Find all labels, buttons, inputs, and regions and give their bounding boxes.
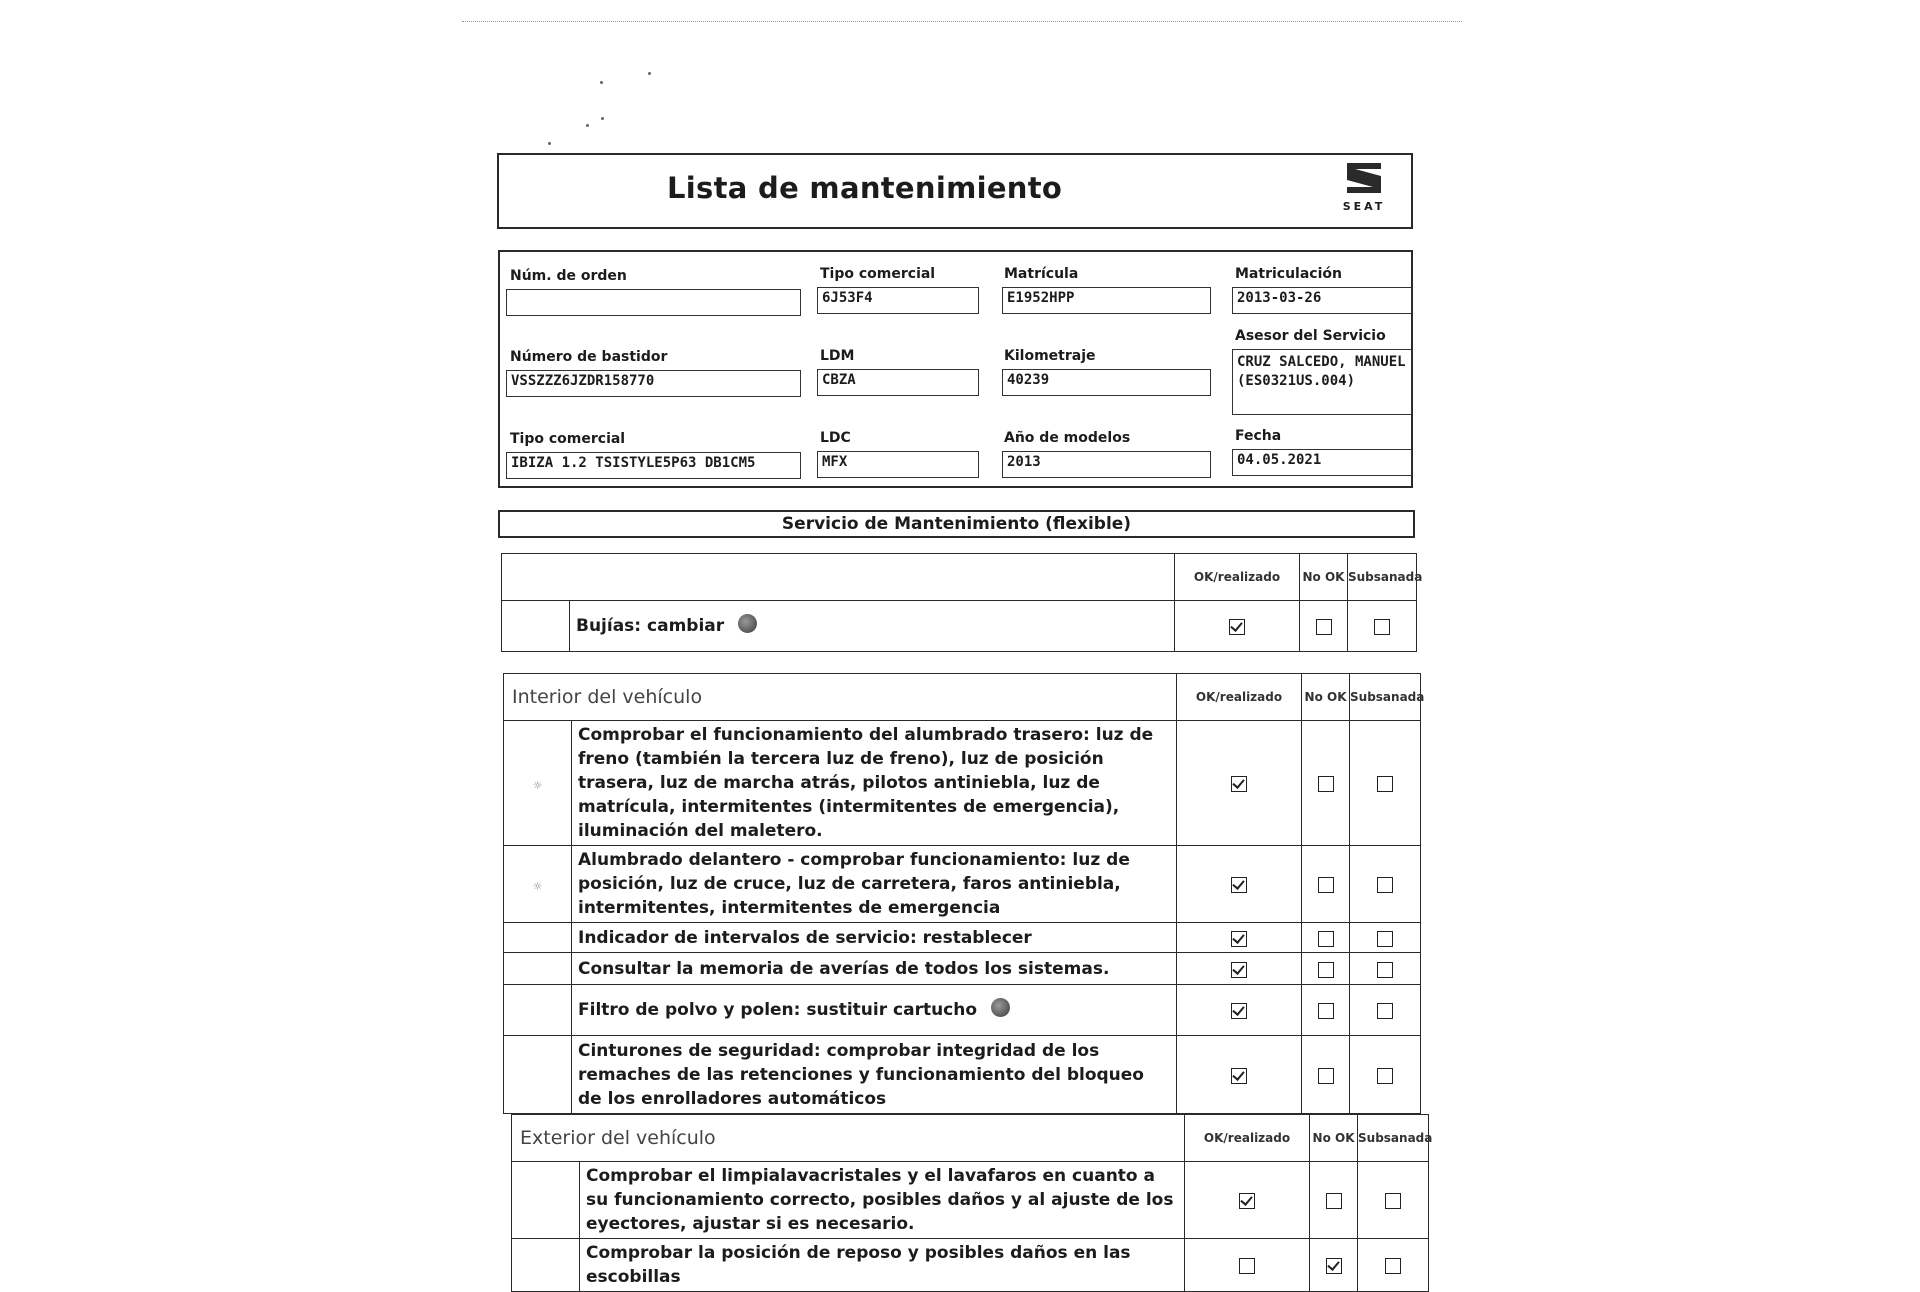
- item-text: Bujías: cambiar: [576, 616, 725, 636]
- matriculacion-label: Matriculación: [1235, 266, 1342, 282]
- checklist-item: [572, 985, 1177, 1036]
- subsanada-checkbox[interactable]: [1377, 877, 1393, 893]
- matriculacion-field: 2013-03-26: [1232, 287, 1412, 314]
- bastidor-field: VSSZZZ6JZDR158770: [506, 370, 801, 397]
- num-orden-label: Núm. de orden: [510, 268, 627, 284]
- handwritten-mark-icon: ☼: [532, 879, 543, 893]
- tipo-comercial-desc-label: Tipo comercial: [510, 431, 626, 447]
- checklist-row: [502, 601, 1417, 652]
- marker-dot-icon: [991, 998, 1010, 1017]
- subsanada-checkbox[interactable]: [1377, 776, 1393, 792]
- row-margin: [504, 985, 572, 1036]
- ok-checkbox[interactable]: [1231, 1003, 1247, 1019]
- subsanada-checkbox[interactable]: [1377, 962, 1393, 978]
- checklist-item: Consultar la memoria de averías de todos los sistemas.: [572, 953, 1177, 985]
- scan-speck: [548, 142, 551, 145]
- ldm-label: LDM: [820, 348, 855, 364]
- group-title: Exterior del vehículo: [512, 1115, 1185, 1162]
- col-no-ok-header: No OK: [1300, 554, 1348, 601]
- no-ok-checkbox[interactable]: [1318, 962, 1334, 978]
- ok-checkbox[interactable]: [1231, 776, 1247, 792]
- checklist-item: Indicador de intervalos de servicio: restablecer: [572, 923, 1177, 953]
- scan-speck: [600, 81, 603, 84]
- checklist-group-exterior: [511, 1114, 1433, 1292]
- col-subsanada-header: Subsanada: [1358, 1115, 1429, 1162]
- subsanada-checkbox[interactable]: [1377, 931, 1393, 947]
- ldc-label: LDC: [820, 430, 851, 446]
- row-margin: [504, 721, 572, 846]
- row-margin: [512, 1239, 580, 1292]
- asesor-field: CRUZ SALCEDO, MANUEL (ES0321US.004): [1232, 349, 1412, 415]
- ldm-field: CBZA: [817, 369, 979, 396]
- no-ok-checkbox[interactable]: [1326, 1193, 1342, 1209]
- scan-speck: [601, 117, 604, 120]
- bastidor-label: Número de bastidor: [510, 349, 668, 365]
- col-subsanada-header: Subsanada: [1350, 674, 1421, 721]
- fecha-field: 04.05.2021: [1232, 449, 1412, 476]
- checklist-row: [504, 846, 1421, 923]
- group-header-row: [512, 1115, 1429, 1162]
- tipo-comercial-code-field: 6J53F4: [817, 287, 979, 314]
- section-title: Servicio de Mantenimiento (flexible): [498, 510, 1415, 538]
- brand-name: SEAT: [1342, 200, 1386, 213]
- checklist-row: [504, 953, 1421, 985]
- seat-logo-icon: [1344, 161, 1384, 195]
- subsanada-checkbox[interactable]: [1374, 619, 1390, 635]
- col-no-ok-header: No OK: [1310, 1115, 1358, 1162]
- col-no-ok-header: No OK: [1302, 674, 1350, 721]
- ok-checkbox[interactable]: [1239, 1193, 1255, 1209]
- matricula-field: E1952HPP: [1002, 287, 1211, 314]
- no-ok-checkbox[interactable]: [1318, 877, 1334, 893]
- col-ok-header: OK/realizado: [1175, 554, 1300, 601]
- checklist-row: [504, 721, 1421, 846]
- num-orden-field: [506, 289, 801, 316]
- ok-checkbox[interactable]: [1239, 1258, 1255, 1274]
- title-box: [497, 153, 1413, 229]
- marker-dot-icon: [738, 614, 757, 633]
- checklist-row: [504, 923, 1421, 953]
- checklist-item: Alumbrado delantero - comprobar funcionamiento: luz de posición, luz de cruce, luz de carretera, faros antiniebla, intermitentes, intermitentes de emergencia: [572, 846, 1177, 923]
- no-ok-checkbox[interactable]: [1318, 776, 1334, 792]
- subsanada-checkbox[interactable]: [1385, 1193, 1401, 1209]
- tipo-comercial-code-label: Tipo comercial: [820, 266, 936, 282]
- anio-modelos-label: Año de modelos: [1004, 430, 1131, 446]
- row-margin: [504, 953, 572, 985]
- subsanada-checkbox[interactable]: [1377, 1003, 1393, 1019]
- col-ok-header: OK/realizado: [1185, 1115, 1310, 1162]
- tipo-comercial-desc-field: IBIZA 1.2 TSISTYLE5P63 DB1CM5: [506, 452, 801, 479]
- checklist-item: Comprobar la posición de reposo y posibles daños en las escobillas: [580, 1239, 1185, 1292]
- group-title: Interior del vehículo: [504, 674, 1177, 721]
- checklist-item: Cinturones de seguridad: comprobar integridad de los remaches de las retenciones y funcionamiento del bloqueo de los enrolladores automáticos: [572, 1036, 1177, 1114]
- anio-modelos-field: 2013: [1002, 451, 1211, 478]
- row-margin: [504, 1036, 572, 1114]
- kilometraje-label: Kilometraje: [1004, 348, 1096, 364]
- group-header-row: [502, 554, 1417, 601]
- row-margin: [504, 846, 572, 923]
- checklist-row: [504, 985, 1421, 1036]
- document-title: Lista de mantenimiento: [667, 171, 1063, 205]
- ok-checkbox[interactable]: [1229, 619, 1245, 635]
- ldc-field: MFX: [817, 451, 979, 478]
- no-ok-checkbox[interactable]: [1318, 931, 1334, 947]
- checklist-item: Comprobar el funcionamiento del alumbrado trasero: luz de freno (también la tercera luz de freno), luz de posición trasera, luz de marcha atrás, pilotos antiniebla, luz de matrícula, intermitentes (intermitentes de emergencia), iluminación del maletero.: [572, 721, 1177, 846]
- no-ok-checkbox[interactable]: [1318, 1003, 1334, 1019]
- checklist-row: [512, 1162, 1429, 1239]
- vehicle-info-box: [498, 250, 1413, 488]
- item-text: Filtro de polvo y polen: sustituir cartucho: [578, 1000, 978, 1020]
- row-margin: [512, 1162, 580, 1239]
- checklist-row: [504, 1036, 1421, 1114]
- no-ok-checkbox[interactable]: [1316, 619, 1332, 635]
- scan-speck: [586, 124, 589, 127]
- ok-checkbox[interactable]: [1231, 877, 1247, 893]
- handwritten-mark-icon: ☼: [532, 778, 543, 792]
- col-ok-header: OK/realizado: [1177, 674, 1302, 721]
- ok-checkbox[interactable]: [1231, 1068, 1247, 1084]
- no-ok-checkbox[interactable]: [1318, 1068, 1334, 1084]
- asesor-label: Asesor del Servicio: [1235, 328, 1386, 344]
- group-header-row: [504, 674, 1421, 721]
- fecha-label: Fecha: [1235, 428, 1282, 444]
- ok-checkbox[interactable]: [1231, 931, 1247, 947]
- brand-logo: [1331, 161, 1397, 213]
- matricula-label: Matrícula: [1004, 266, 1079, 282]
- col-subsanada-header: Subsanada: [1348, 554, 1417, 601]
- kilometraje-field: 40239: [1002, 369, 1211, 396]
- scan-speck: [648, 72, 651, 75]
- group-title: [502, 554, 1175, 601]
- no-ok-checkbox[interactable]: [1326, 1258, 1342, 1274]
- subsanada-checkbox[interactable]: [1377, 1068, 1393, 1084]
- scan-edge-line: [462, 21, 1462, 22]
- row-margin: [502, 601, 570, 652]
- checklist-group-interior: [503, 673, 1425, 1114]
- ok-checkbox[interactable]: [1231, 962, 1247, 978]
- checklist-row: [512, 1239, 1429, 1292]
- checklist-item: [570, 601, 1175, 652]
- checklist-item: Comprobar el limpialavacristales y el lavafaros en cuanto a su funcionamiento correcto, posibles daños y al ajuste de los eyectores, ajustar si es necesario.: [580, 1162, 1185, 1239]
- checklist-group-bujias: [501, 553, 1423, 652]
- subsanada-checkbox[interactable]: [1385, 1258, 1401, 1274]
- row-margin: [504, 923, 572, 953]
